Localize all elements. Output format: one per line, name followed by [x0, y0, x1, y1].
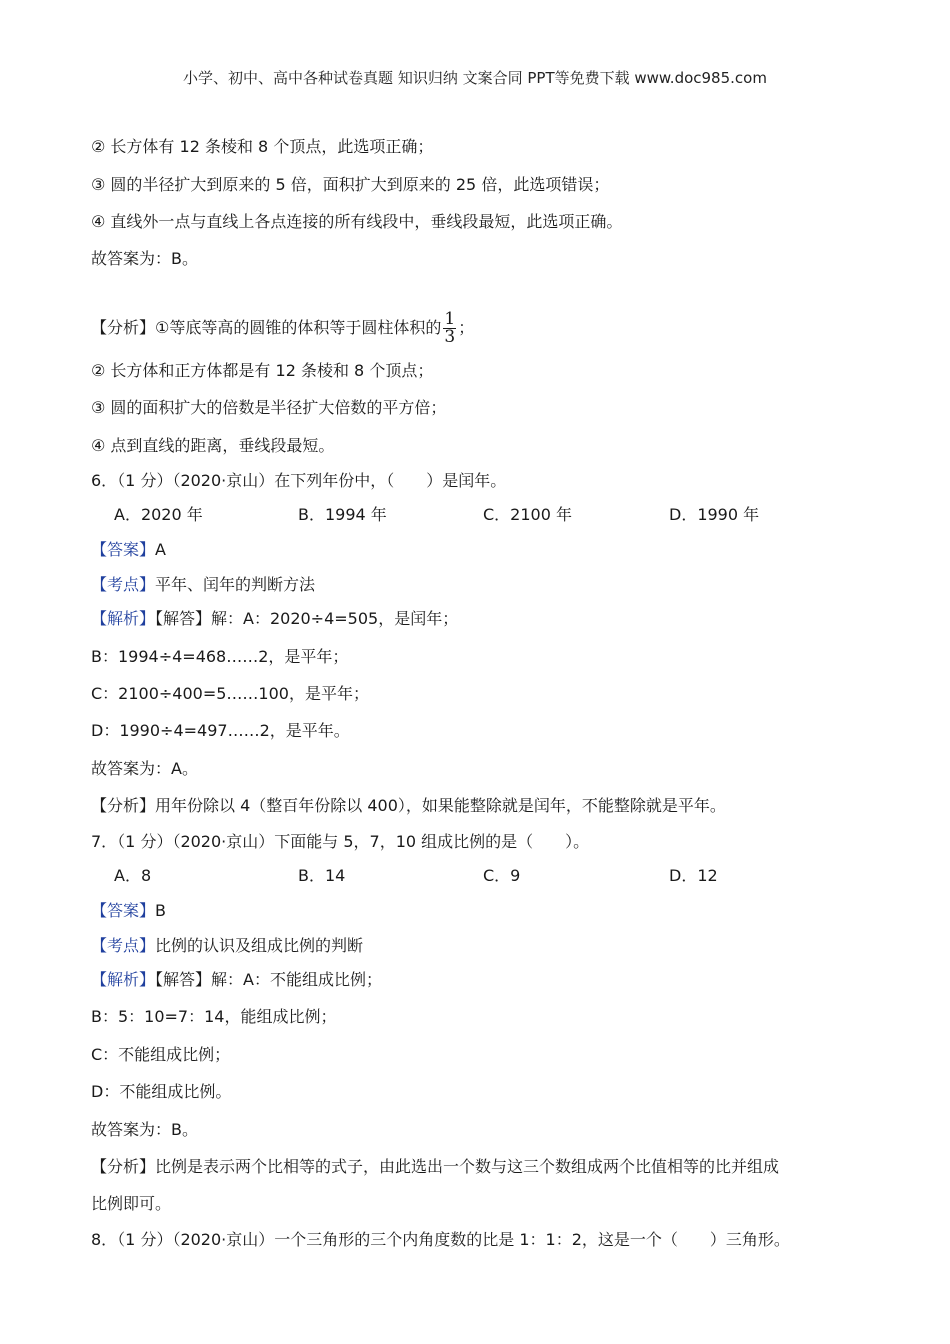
q7-explain-line-1	[91, 970, 382, 990]
fraction-denominator: 3	[444, 327, 456, 347]
q6-explain-line-1	[91, 609, 458, 629]
q7-point	[91, 936, 363, 956]
q6-explain-line-4: D：1990÷4=497……2，是平年。	[91, 721, 350, 740]
point-value: 比例的认识及组成比例的判断	[155, 936, 364, 955]
q6-explain-line-2: B：1994÷4=468……2，是平年；	[91, 647, 349, 666]
q5-analysis-line-3: ③ 圆的面积扩大的倍数是半径扩大倍数的平方倍；	[91, 398, 447, 417]
explain-text: 【解答】解：A：2020÷4=505，是闰年；	[155, 609, 459, 628]
q7-option-b: B．14	[298, 866, 346, 885]
analysis-tag: 【分析】	[91, 796, 156, 815]
q5-conclusion: 故答案为：B。	[91, 249, 198, 268]
explain-tag: 【解析】	[91, 609, 156, 628]
q7-explain-line-4: D：不能组成比例。	[91, 1082, 232, 1101]
q5-line-4: ④ 直线外一点与直线上各点连接的所有线段中，垂线段最短，此选项正确。	[91, 212, 623, 231]
analysis-tag: 【分析】	[91, 1157, 156, 1176]
q6-point	[91, 575, 315, 595]
q6-answer	[91, 540, 166, 560]
fraction-one-third	[443, 311, 456, 346]
q7-option-d: D．12	[669, 866, 718, 885]
answer-value: B	[155, 901, 166, 920]
q7-stem: 7．（1 分）（2020·京山）下面能与 5，7，10 组成比例的是（ ）。	[91, 832, 590, 851]
q6-option-c: C．2100 年	[483, 505, 572, 524]
q6-explain-line-3: C：2100÷400=5……100，是平年；	[91, 684, 369, 703]
fraction-numerator: 1	[444, 309, 456, 329]
q7-option-c: C．9	[483, 866, 521, 885]
q5-analysis-punct: ；	[458, 318, 475, 337]
q7-explain-line-3: C：不能组成比例；	[91, 1045, 231, 1064]
q6-conclusion: 故答案为：A。	[91, 759, 198, 778]
q5-analysis-line-4: ④ 点到直线的距离，垂线段最短。	[91, 436, 335, 455]
point-tag: 【考点】	[91, 575, 156, 594]
page-header: 小学、初中、高中各种试卷真题 知识归纳 文案合同 PPT等免费下载 www.doc985.com	[183, 69, 767, 87]
explain-tag: 【解析】	[91, 970, 156, 989]
q5-analysis-line-1	[91, 311, 474, 346]
answer-tag: 【答案】	[91, 540, 156, 559]
analysis-text: 比例是表示两个比相等的式子，由此选出一个数与这三个数组成两个比值相等的比并组成	[155, 1157, 780, 1176]
explain-text: 【解答】解：A：不能组成比例；	[155, 970, 382, 989]
answer-value: A	[155, 540, 166, 559]
q7-conclusion: 故答案为：B。	[91, 1120, 198, 1139]
q6-option-d: D．1990 年	[669, 505, 760, 524]
q6-stem: 6．（1 分）（2020·京山）在下列年份中，（ ）是闰年。	[91, 471, 507, 490]
q6-analysis	[91, 796, 726, 816]
q6-option-a: A．2020 年	[114, 505, 203, 524]
q7-option-a: A．8	[114, 866, 152, 885]
q7-analysis-line-2: 比例即可。	[91, 1194, 172, 1213]
point-tag: 【考点】	[91, 936, 156, 955]
analysis-text: 用年份除以 4（整百年份除以 400），如果能整除就是闰年，不能整除就是平年。	[155, 796, 726, 815]
q7-analysis-line-1	[91, 1157, 779, 1177]
q7-explain-line-2: B：5：10=7：14，能组成比例；	[91, 1007, 337, 1026]
point-value: 平年、闰年的判断方法	[155, 575, 316, 594]
q5-line-3: ③ 圆的半径扩大到原来的 5 倍，面积扩大到原来的 25 倍，此选项错误；	[91, 175, 610, 194]
q5-line-2: ② 长方体有 12 条棱和 8 个顶点，此选项正确；	[91, 137, 434, 156]
q5-analysis-text: ①等底等高的圆锥的体积等于圆柱体积的	[155, 318, 442, 337]
answer-tag: 【答案】	[91, 901, 156, 920]
q5-analysis-line-2: ② 长方体和正方体都是有 12 条棱和 8 个顶点；	[91, 361, 434, 380]
q7-answer	[91, 901, 166, 921]
q6-option-b: B．1994 年	[298, 505, 387, 524]
q8-stem: 8．（1 分）（2020·京山）一个三角形的三个内角度数的比是 1：1：2，这是一个（ ）三角形。	[91, 1230, 790, 1249]
q5-analysis-tag: 【分析】	[91, 318, 156, 337]
